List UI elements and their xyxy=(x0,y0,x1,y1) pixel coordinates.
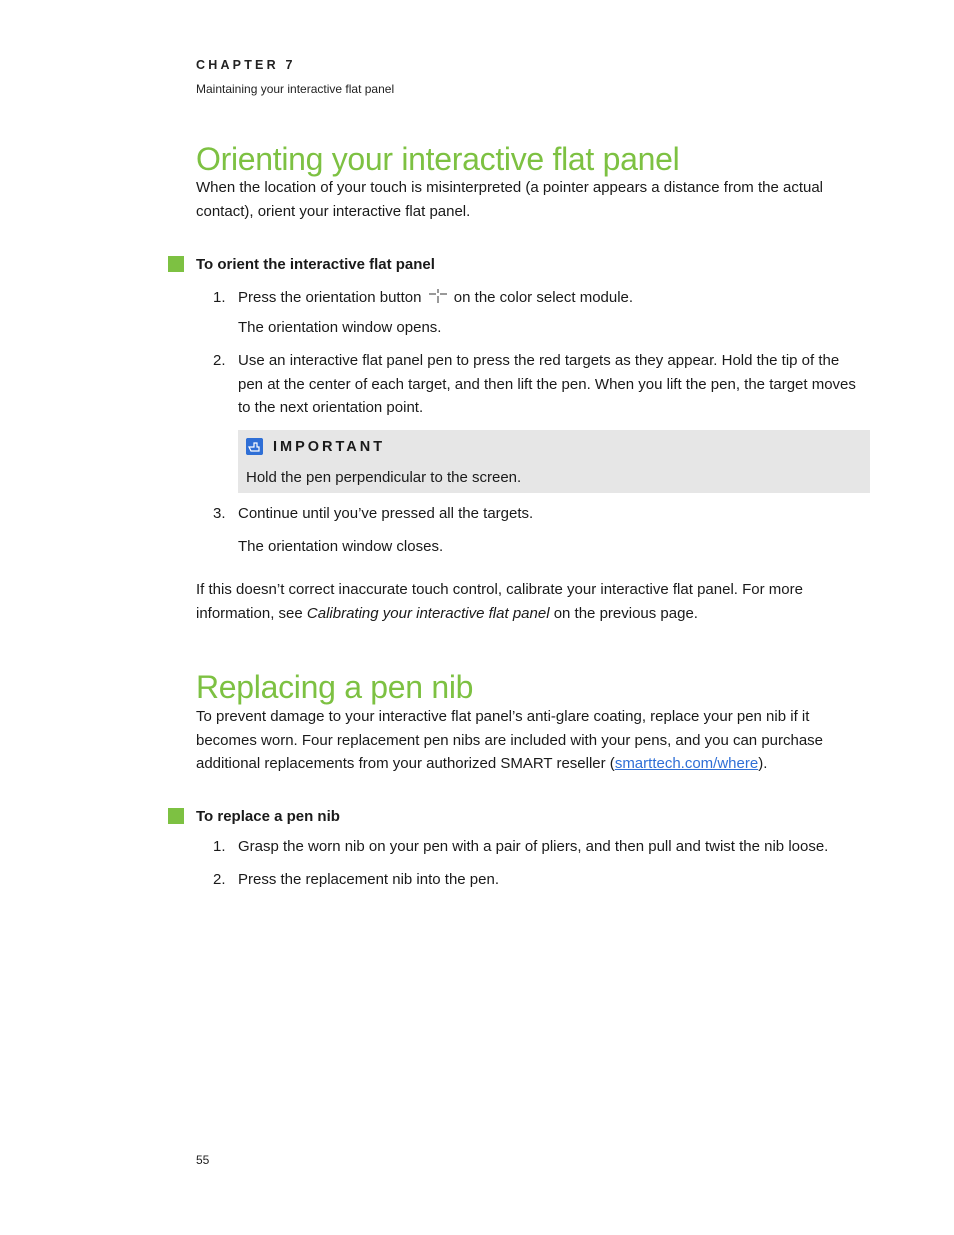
chapter-label: CHAPTER 7 xyxy=(196,58,296,72)
cross-reference: Calibrating your interactive flat panel xyxy=(306,604,550,622)
step-number: 1. xyxy=(213,289,226,306)
step-number: 2. xyxy=(213,871,226,888)
followup-paragraph xyxy=(196,578,856,625)
step-result: The orientation window opens. xyxy=(238,319,442,336)
chapter-subtitle: Maintaining your interactive flat panel xyxy=(196,82,395,96)
important-text: Hold the pen perpendicular to the screen. xyxy=(246,469,522,486)
step-text-part: Press the orientation button xyxy=(238,289,422,306)
section-intro-orienting: When the location of your touch is misinterpreted (a pointer appears a distance from the actual contact), orient your interactive flat panel. xyxy=(196,179,824,220)
procedure-marker-icon xyxy=(168,256,184,272)
procedure-title: To orient the interactive flat panel xyxy=(196,255,435,273)
orientation-crosshair-icon xyxy=(428,289,448,303)
section-title-orienting: Orienting your interactive flat panel xyxy=(196,141,680,177)
section-intro-replacing xyxy=(196,705,856,776)
step-text-part: on the color select module. xyxy=(453,289,634,306)
procedure-marker-icon xyxy=(168,808,184,824)
procedure-heading-orient xyxy=(168,254,435,274)
pointing-hand-icon xyxy=(246,438,263,455)
important-callout xyxy=(238,430,870,493)
section-title-replacing: Replacing a pen nib xyxy=(196,669,474,705)
step-text xyxy=(238,286,868,310)
intro-text: To prevent damage to your interactive flat panel’s anti-glare coating, replace your pen nib if it becomes worn. Four replacement pen nibs are included with your pens, and you can purchase additional replacements from your authorized SMART reseller ( xyxy=(196,708,824,772)
step-result: The orientation window closes. xyxy=(238,538,444,555)
followup-text: If this doesn’t correct inaccurate touch control, calibrate your interactive flat panel. For more information, see xyxy=(196,581,803,622)
important-label: IMPORTANT xyxy=(273,439,386,455)
procedure-title: To replace a pen nib xyxy=(196,807,340,825)
step-number: 3. xyxy=(213,505,226,522)
page-number: 55 xyxy=(196,1153,210,1167)
step-text: Press the replacement nib into the pen. xyxy=(238,871,499,888)
intro-text: ). xyxy=(758,755,768,772)
step-text: Continue until you’ve pressed all the targets. xyxy=(238,505,534,522)
step-text: Grasp the worn nib on your pen with a pair of pliers, and then pull and twist the nib loose. xyxy=(238,838,829,855)
smarttech-where-link[interactable]: smarttech.com/where xyxy=(614,755,759,772)
step-number: 1. xyxy=(213,838,226,855)
procedure-heading-replace xyxy=(168,806,340,826)
step-text: Use an interactive flat panel pen to press the red targets as they appear. Hold the tip of the pen at the center of each target, and then lift the pen. When you lift the pen, the target moves to the next orientation point. xyxy=(238,352,856,416)
followup-text: on the previous page. xyxy=(549,604,698,622)
step-number: 2. xyxy=(213,352,226,369)
